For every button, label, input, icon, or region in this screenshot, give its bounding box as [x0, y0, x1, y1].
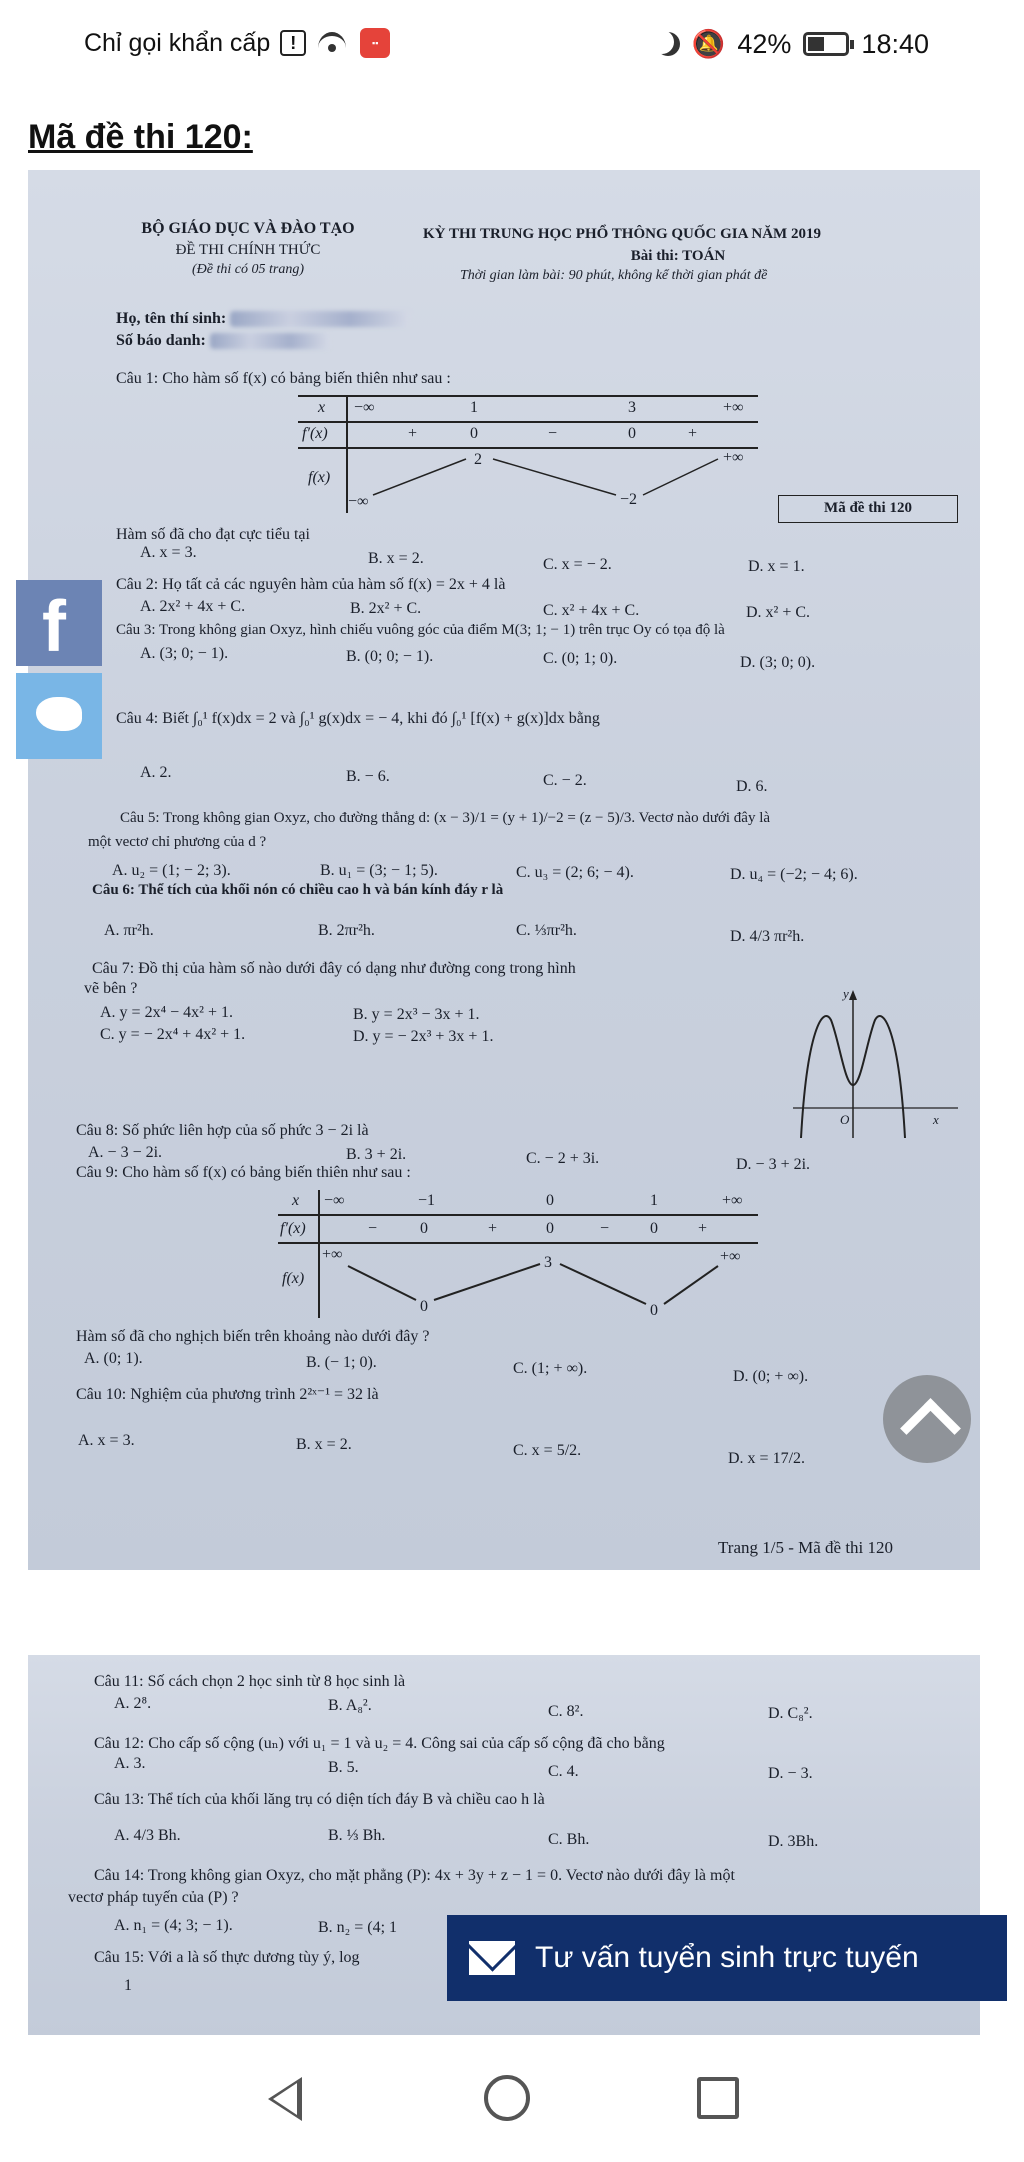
q13-text: Câu 13: Thể tích của khối lăng trụ có diện tích đáy B và chiều cao h là	[94, 1791, 545, 1808]
q1-option-c: C. x = − 2.	[543, 556, 612, 573]
t1-max: 2	[474, 451, 482, 468]
twitter-icon	[36, 697, 82, 731]
t1-arrows	[298, 395, 758, 513]
q15-text: Câu 15: Với a là số thực dương tùy ý, log	[94, 1949, 360, 1966]
q8-text: Câu 8: Số phức liên hợp của số phức 3 − 2i là	[76, 1122, 369, 1139]
q10-option-d: D. x = 17/2.	[728, 1450, 806, 1467]
time-note: Thời gian làm bài: 90 phút, không kể thời gian phát đề	[460, 268, 768, 283]
q4-option-b: B. − 6.	[346, 768, 390, 785]
recent-apps-icon[interactable]	[697, 2077, 739, 2119]
t9-min1: 0	[420, 1298, 428, 1315]
t1-sign3: +	[688, 425, 698, 442]
wifi-icon	[316, 30, 350, 56]
battery-icon	[803, 32, 849, 56]
page-footer: Trang 1/5 - Mã đề thi 120	[718, 1538, 894, 1557]
q3-option-c: C. (0; 1; 0).	[543, 650, 618, 667]
t9-sign1: −	[368, 1220, 378, 1237]
q14-text-2: vectơ pháp tuyến của (P) ?	[68, 1889, 239, 1906]
q13-option-d: D. 3Bh.	[768, 1833, 819, 1850]
variation-table-1	[298, 395, 758, 513]
app-notification-icon: ▪▪	[360, 28, 390, 58]
q10-option-b: B. x = 2.	[296, 1436, 352, 1453]
status-bar	[0, 0, 1024, 88]
back-icon[interactable]	[268, 2077, 302, 2121]
q12-option-d: D. − 3.	[768, 1765, 813, 1782]
page-heading: Mã đề thi 120:	[28, 118, 253, 156]
t1-zero2: 0	[628, 425, 636, 442]
q13-option-b: B. ⅓ Bh.	[328, 1827, 386, 1844]
q1-text: Câu 1: Cho hàm số f(x) có bảng biến thiên như sau :	[116, 370, 451, 387]
q9-text: Câu 9: Cho hàm số f(x) có bảng biến thiên như sau :	[76, 1164, 411, 1181]
q4-text: Câu 4: Biết ∫₀¹ f(x)dx = 2 và ∫₀¹ g(x)dx = − 4, khi đó ∫₀¹ [f(x) + g(x)]dx bằng	[116, 710, 600, 727]
q3-option-a: A. (3; 0; − 1).	[140, 645, 229, 662]
q15-fragment: 1	[124, 1977, 132, 1994]
carrier-text: Chỉ gọi khẩn cấp	[84, 28, 271, 57]
t9-sign2: +	[488, 1220, 498, 1237]
battery-percent: 42%	[737, 28, 792, 59]
q2-option-d: D. x² + C.	[746, 604, 811, 621]
q7-graph-y-label: y	[843, 986, 849, 1001]
variation-table-9	[278, 1190, 758, 1318]
q7-option-c: C. y = − 2x⁴ + 4x² + 1.	[100, 1026, 246, 1043]
t9-zero1: 0	[420, 1220, 428, 1237]
t1-v1: 1	[470, 399, 478, 416]
q10-option-a: A. x = 3.	[78, 1432, 135, 1449]
q11-text: Câu 11: Số cách chọn 2 học sinh từ 8 học sinh là	[94, 1673, 406, 1690]
t1-zero1: 0	[470, 425, 478, 442]
official-text: ĐỀ THI CHÍNH THỨC	[175, 242, 321, 258]
t9-x: x	[292, 1192, 300, 1209]
scroll-to-top-button[interactable]	[883, 1375, 971, 1463]
q7-option-a: A. y = 2x⁴ − 4x² + 1.	[100, 1004, 233, 1021]
q2-text: Câu 2: Họ tất cả các nguyên hàm của hàm số f(x) = 2x + 4 là	[116, 576, 506, 593]
q5-text: Câu 5: Trong không gian Oxyz, cho đường thẳng d: (x − 3)/1 = (y + 1)/−2 = (z − 5)/3. Vectơ nào dưới đây là	[120, 810, 771, 826]
t9-ninf: −∞	[324, 1192, 345, 1209]
q3-option-d: D. (3; 0; 0).	[740, 654, 816, 671]
q4-option-c: C. − 2.	[543, 772, 587, 789]
q14-option-b: B. n₂ = (4; 1	[318, 1919, 398, 1936]
envelope-icon	[469, 1941, 515, 1975]
q11-option-b: B. A₈².	[328, 1697, 372, 1714]
consult-banner-button[interactable]	[447, 1915, 1007, 2001]
t9-zero2: 0	[546, 1220, 554, 1237]
system-nav-bar	[0, 2035, 1024, 2162]
t1-ninf: −∞	[354, 399, 375, 416]
q8-option-a: A. − 3 − 2i.	[88, 1144, 163, 1161]
consult-label: Tư vấn tuyển sinh trực tuyến	[535, 1941, 919, 1974]
q7-text-2: vẽ bên ?	[84, 980, 138, 997]
q1-option-a: A. x = 3.	[140, 544, 197, 561]
q8-option-d: D. − 3 + 2i.	[736, 1156, 811, 1173]
q9-option-d: D. (0; + ∞).	[733, 1368, 809, 1385]
q5-text-2: một vectơ chỉ phương của d ?	[88, 834, 267, 850]
q6-text: Câu 6: Thể tích của khối nón có chiều cao h và bán kính đáy r là	[92, 882, 504, 898]
facebook-icon: f	[42, 587, 66, 667]
t1-fprime: f′(x)	[302, 425, 328, 442]
q1-option-d: D. x = 1.	[748, 558, 805, 575]
q4-option-a: A. 2.	[140, 764, 172, 781]
t9-arrows	[278, 1190, 758, 1318]
q9-option-b: B. (− 1; 0).	[306, 1354, 377, 1371]
exam-code-box: Mã đề thi 120	[778, 495, 958, 523]
t1-x: x	[318, 399, 326, 416]
status-left	[84, 28, 390, 58]
t1-pinf: +∞	[723, 399, 744, 416]
q7-graph-origin: O	[840, 1112, 850, 1127]
q12-text: Câu 12: Cho cấp số cộng (uₙ) với u₁ = 1 và u₂ = 4. Công sai của cấp số cộng đã cho bằng	[94, 1735, 665, 1752]
sim-alert-icon: !	[280, 30, 306, 56]
q6-option-b: B. 2πr²h.	[318, 922, 375, 939]
q1-option-b: B. x = 2.	[368, 550, 424, 567]
t9-vm1: −1	[418, 1192, 436, 1209]
q8-option-c: C. − 2 + 3i.	[526, 1150, 600, 1167]
q7-option-d: D. y = − 2x³ + 3x + 1.	[353, 1028, 494, 1045]
t9-fprime: f′(x)	[280, 1220, 306, 1237]
t9-pinf2: +∞	[322, 1246, 343, 1263]
q9-option-a: A. (0; 1).	[84, 1350, 143, 1367]
home-icon[interactable]	[484, 2075, 530, 2121]
blurred-id	[210, 333, 330, 349]
q5-option-d: D. u₄ = (−2; − 4; 6).	[730, 866, 858, 883]
t9-f: f(x)	[282, 1270, 305, 1287]
t1-ninf2: −∞	[348, 493, 369, 510]
q6-option-d: D. 4/3 πr²h.	[730, 928, 805, 945]
q11-option-d: D. C₈².	[768, 1705, 813, 1722]
q11-option-a: A. 2⁸.	[114, 1695, 152, 1712]
q7-graph-x-label: x	[933, 1112, 939, 1127]
q7-option-b: B. y = 2x³ − 3x + 1.	[353, 1006, 480, 1023]
clock: 18:40	[861, 28, 929, 59]
exam-name: KỲ THI TRUNG HỌC PHỔ THÔNG QUỐC GIA NĂM 2019	[423, 226, 821, 242]
t1-sign2: −	[548, 425, 558, 442]
q5-option-a: A. u₂ = (1; − 2; 3).	[112, 862, 231, 879]
name-label: Họ, tên thí sinh:	[116, 310, 410, 328]
twitter-share-button[interactable]	[16, 673, 102, 759]
q1-ask: Hàm số đã cho đạt cực tiểu tại	[116, 526, 310, 543]
t9-min2: 0	[650, 1302, 658, 1319]
q3-option-b: B. (0; 0; − 1).	[346, 648, 434, 665]
q13-option-a: A. 4/3 Bh.	[114, 1827, 181, 1844]
facebook-share-button[interactable]	[16, 580, 102, 666]
q12-option-c: C. 4.	[548, 1763, 579, 1780]
ministry-text: BỘ GIÁO DỤC VÀ ĐÀO TẠO	[141, 220, 355, 237]
q11-option-c: C. 8².	[548, 1703, 584, 1720]
q10-option-c: C. x = 5/2.	[513, 1442, 582, 1459]
q8-option-b: B. 3 + 2i.	[346, 1146, 407, 1163]
q2-option-a: A. 2x² + 4x + C.	[140, 598, 246, 615]
q9-option-c: C. (1; + ∞).	[513, 1360, 588, 1377]
t1-pinf2: +∞	[723, 449, 744, 466]
t1-min: −2	[620, 491, 638, 508]
mute-icon: 🔕	[691, 29, 726, 59]
t1-f: f(x)	[308, 469, 331, 486]
do-not-disturb-icon	[656, 32, 680, 56]
t1-sign1: +	[408, 425, 418, 442]
subject-text: Bài thi: TOÁN	[630, 248, 726, 264]
t9-v1: 1	[650, 1192, 658, 1209]
q12-option-a: A. 3.	[114, 1755, 146, 1772]
t9-pinf: +∞	[722, 1192, 743, 1209]
status-right	[656, 28, 929, 60]
q6-option-a: A. πr²h.	[104, 922, 154, 939]
pages-note: (Đề thi có 05 trang)	[192, 262, 304, 277]
t9-max: 3	[544, 1254, 552, 1271]
q2-option-b: B. 2x² + C.	[350, 600, 422, 617]
q14-option-a: A. n₁ = (4; 3; − 1).	[114, 1917, 233, 1934]
q2-option-c: C. x² + 4x + C.	[543, 602, 640, 619]
q5-option-c: C. u₃ = (2; 6; − 4).	[516, 864, 634, 881]
q4-option-d: D. 6.	[736, 778, 768, 795]
t9-sign4: +	[698, 1220, 708, 1237]
q9-ask: Hàm số đã cho nghịch biến trên khoảng nào dưới đây ?	[76, 1328, 430, 1345]
q5-option-b: B. u₁ = (3; − 1; 5).	[320, 862, 438, 879]
q6-option-c: C. ⅓πr²h.	[516, 922, 577, 939]
blurred-name	[230, 311, 410, 327]
t9-v0: 0	[546, 1192, 554, 1209]
q12-option-b: B. 5.	[328, 1759, 359, 1776]
t1-v3: 3	[628, 399, 636, 416]
q13-option-c: C. Bh.	[548, 1831, 590, 1848]
t9-sign3: −	[600, 1220, 610, 1237]
t9-zero3: 0	[650, 1220, 658, 1237]
q14-text: Câu 14: Trong không gian Oxyz, cho mặt phẳng (P): 4x + 3y + z − 1 = 0. Vectơ nào dưới đây là một	[94, 1867, 735, 1884]
t9-pinf3: +∞	[720, 1248, 741, 1265]
q7-text: Câu 7: Đồ thị của hàm số nào dưới đây có dạng như đường cong trong hình	[92, 960, 576, 977]
q3-text: Câu 3: Trong không gian Oxyz, hình chiếu vuông góc của điểm M(3; 1; − 1) trên trục Oy có tọa độ là	[116, 622, 725, 638]
exam-page-1-image	[28, 170, 980, 1570]
q10-text: Câu 10: Nghiệm của phương trình 2²ˣ⁻¹ = 32 là	[76, 1386, 379, 1403]
id-label: Số báo danh:	[116, 332, 330, 350]
